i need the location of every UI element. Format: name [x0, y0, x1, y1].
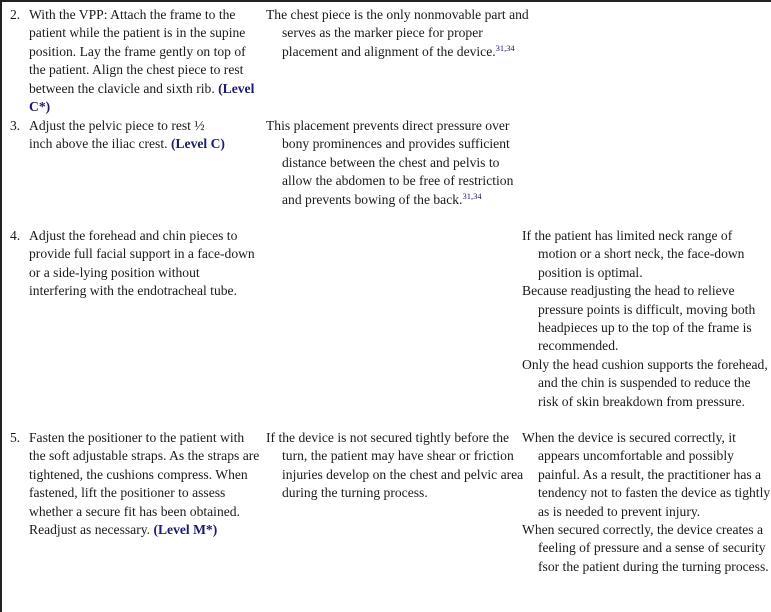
- reference-citation: 31,34: [495, 42, 515, 53]
- table-row: [10, 429, 260, 539]
- intervention-text: Adjust the forehead and chin pieces to provide full facial support in a face-down or a side-lying position without interfering with the endotracheal tube.: [29, 228, 255, 299]
- note-item: When secured correctly, the device creates a feeling of pressure and a sense of security fsor the patient during the turning process.: [522, 522, 769, 574]
- rationale-body: This placement prevents direct pressure over bony prominences and provides sufficient distance between the chest and pelvis to allow the abdomen to be free of restriction and prevents bowing of the back.: [266, 118, 514, 207]
- intervention-body: Fasten the positioner to the patient with the soft adjustable straps. As the straps are tightened, the cushions compress. When fastened, lift the positioner to assess whether a secure fit has been obtained. Readjust as necessary.: [29, 430, 260, 538]
- step-number: 2.: [10, 7, 21, 22]
- intervention-text: [29, 429, 260, 539]
- step-number: 3.: [10, 118, 21, 133]
- step-number: 5.: [10, 430, 21, 445]
- rationale-body: The chest piece is the only nonmovable part and serves as the marker piece for proper placement and alignment of the device.: [266, 7, 529, 59]
- intervention-text: [29, 117, 229, 154]
- reference-citation: 31,34: [462, 190, 482, 201]
- note-item: When the device is secured correctly, it appears uncomfortable and possibly painful. As a result, the practitioner has a tendency not to fasten the device as tightly as is needed to prevent injury.: [522, 430, 771, 519]
- intervention-body: Adjust the pelvic piece to rest ½ inch above the iliac crest.: [29, 118, 205, 152]
- intervention-body: With the VPP: Attach the frame to the patient while the patient is in the supine position. Lay the frame gently on top of the patient. Align the chest piece to rest between the clavicle and sixth rib.: [29, 7, 246, 96]
- step-number: 4.: [10, 228, 21, 243]
- note-item: Because readjusting the head to relieve pressure points is difficult, moving both headpieces up to the top of the frame is recommended.: [522, 283, 756, 354]
- evidence-level: (Level C): [170, 136, 225, 152]
- notes-list: [522, 429, 771, 576]
- rationale-text: If the device is not secured tightly before the turn, the patient may have shear or friction injuries develop on the chest and pelvic area during the turning process.: [266, 430, 524, 501]
- evidence-level: (Level M*): [153, 522, 218, 538]
- note-item: If the patient has limited neck range of motion or a short neck, the face-down position is optimal.: [522, 228, 745, 280]
- intervention-text: [29, 6, 260, 116]
- notes-list: [522, 227, 771, 411]
- table-row: [10, 117, 260, 154]
- rationale-text: [266, 6, 532, 61]
- table-row: [10, 227, 260, 301]
- rationale-text: [266, 117, 532, 209]
- table-row: [10, 6, 260, 116]
- evidence-level: (Level C*): [29, 80, 255, 115]
- note-item: Only the head cushion supports the forehead, and the chin is suspended to reduce the risk of skin breakdown from pressure.: [522, 356, 768, 409]
